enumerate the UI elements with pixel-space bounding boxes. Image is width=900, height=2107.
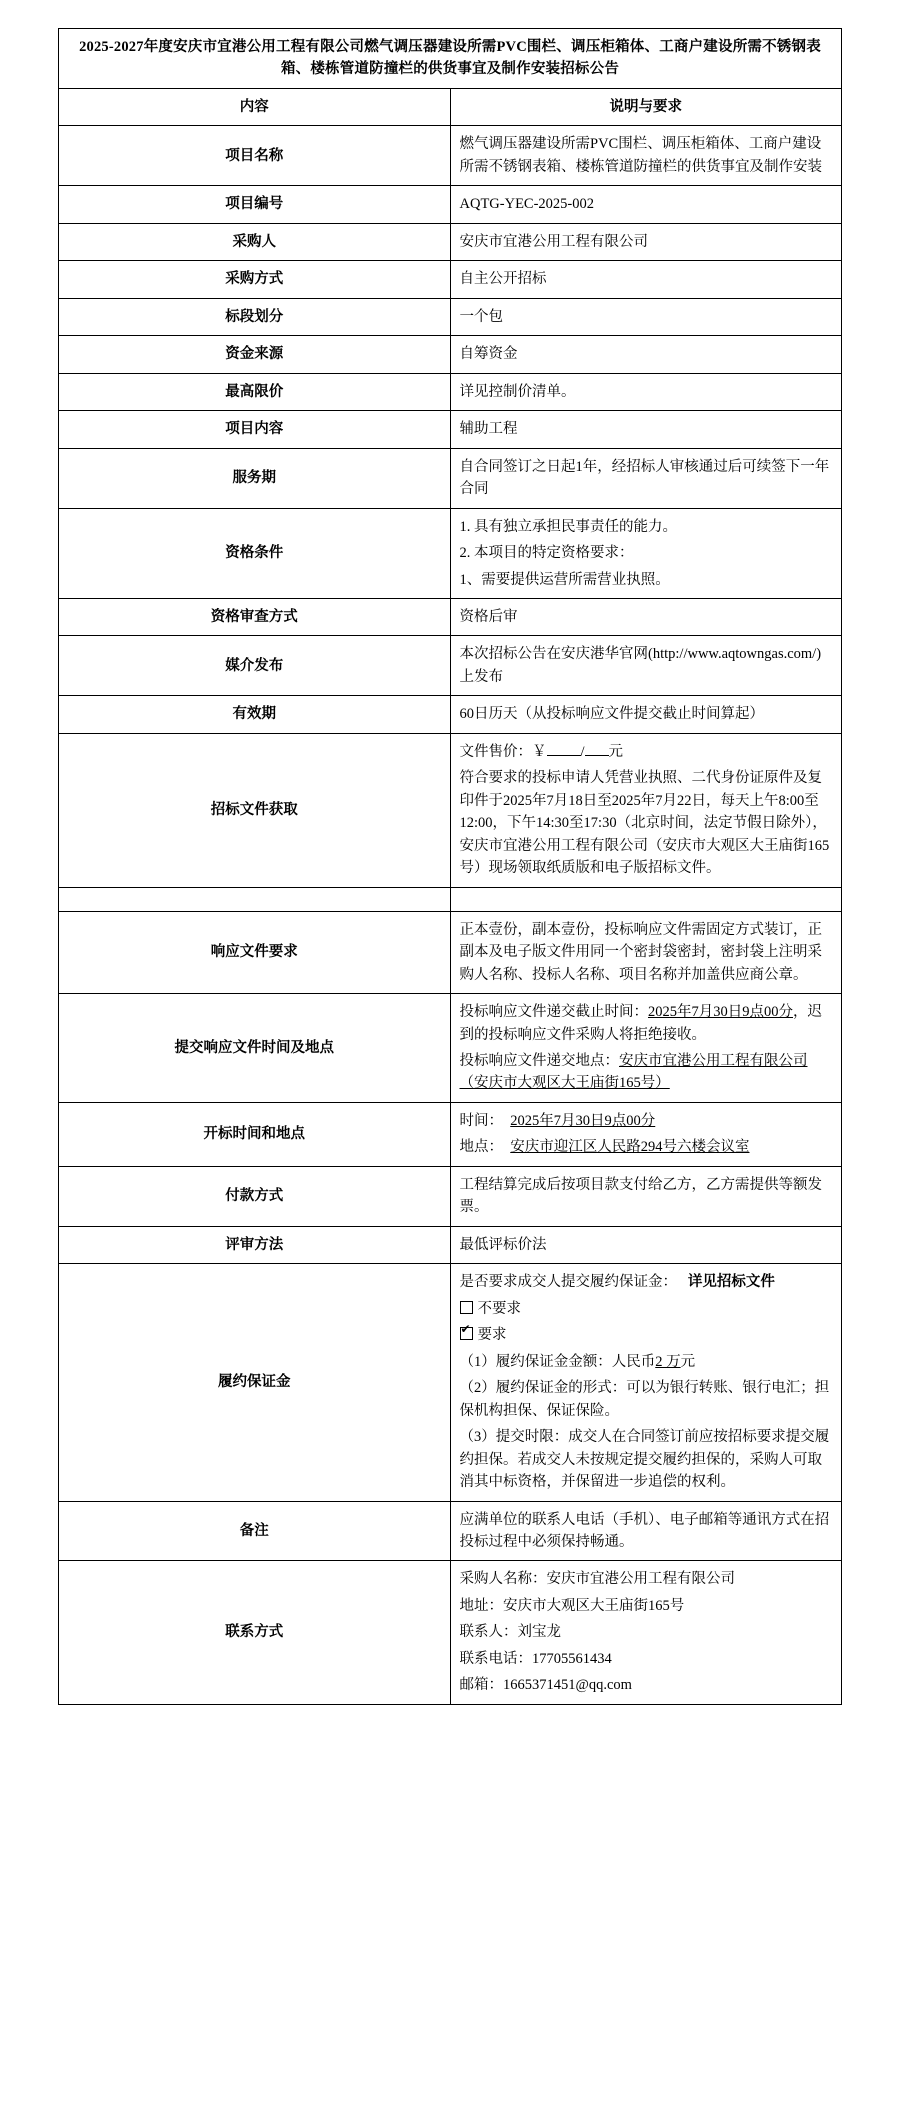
contact-person: 联系人：刘宝龙: [459, 1624, 561, 1641]
guarantee-amount-suffix: 元: [680, 1353, 696, 1370]
row-label-project-content: 项目内容: [59, 411, 451, 448]
guarantee-question-text: 是否要求成交人提交履约保证金：: [459, 1274, 677, 1291]
document-price-suffix: 元: [608, 743, 624, 760]
row-label-bid-opening: 开标时间和地点: [59, 1102, 451, 1166]
submission-place-prefix: 投标响应文件递交地点：: [459, 1053, 619, 1069]
table-row: [59, 298, 842, 335]
row-value-qualification: [450, 508, 842, 598]
table-row: [59, 1102, 842, 1166]
row-value-purchase-method: 自主公开招标: [450, 261, 842, 298]
row-label-project-name: 项目名称: [59, 126, 451, 186]
row-label-media-release: 媒介发布: [59, 636, 451, 696]
row-value-project-name: 燃气调压器建设所需PVC围栏、调压柜箱体、工商户建设所需不锈钢表箱、楼栋管道防撞栏的供货事宜及制作安装: [450, 126, 842, 186]
submission-deadline-suffix: ，迟到的投标响应文件采购人将拒绝接收。: [459, 1004, 822, 1043]
table-row: [59, 994, 842, 1103]
row-label-purchaser: 采购人: [59, 223, 451, 260]
bid-opening-place-line: [460, 1136, 833, 1158]
bid-opening-place-prefix: 地点：: [459, 1139, 503, 1156]
table-row: [59, 186, 842, 223]
submission-deadline-line: [460, 1001, 833, 1046]
price-blank-2: [585, 755, 609, 756]
row-value-purchaser: 安庆市宜港公用工程有限公司: [450, 223, 842, 260]
guarantee-amount-value: 2 万: [655, 1353, 681, 1370]
contact-phone: 联系电话：17705561434: [459, 1650, 612, 1667]
guarantee-option-no[interactable]: [460, 1298, 833, 1320]
row-label-max-price: 最高限价: [59, 373, 451, 410]
table-row: [59, 411, 842, 448]
row-label-submission: 提交响应文件时间及地点: [59, 994, 451, 1103]
row-label-document-purchase: 招标文件获取: [59, 733, 451, 887]
table-row: [59, 1166, 842, 1226]
title-row: [59, 29, 842, 89]
spacer-cell-left: [59, 887, 451, 911]
row-label-purchase-method: 采购方式: [59, 261, 451, 298]
guarantee-question-line: [460, 1271, 833, 1293]
bid-opening-time-prefix: 时间：: [459, 1112, 503, 1129]
table-row: [59, 911, 842, 993]
header-col-content: 内容: [59, 88, 451, 125]
table-row: [59, 1501, 842, 1561]
table-row: [59, 696, 842, 733]
table-row: [59, 126, 842, 186]
row-label-qualification-review: 资格审查方式: [59, 598, 451, 635]
submission-place-value: 安庆市宜港公用工程有限公司（安庆市大观区大王庙街165号）: [459, 1053, 808, 1092]
document-price-line: 文件售价：￥ / 元: [459, 743, 624, 760]
table-row: [59, 598, 842, 635]
row-value-document-purchase: [450, 733, 842, 887]
row-label-remark: 备注: [59, 1501, 451, 1561]
guarantee-option-yes-label: 要求: [477, 1327, 507, 1344]
contact-address: 地址：安庆市大观区大王庙街165号: [459, 1597, 685, 1614]
row-label-review-method: 评审方法: [59, 1226, 451, 1263]
row-label-payment: 付款方式: [59, 1166, 451, 1226]
table-row: [59, 508, 842, 598]
guarantee-question-answer: 详见招标文件: [687, 1274, 775, 1291]
row-value-remark: 应满单位的联系人电话（手机）、电子邮箱等通讯方式在招投标过程中必须保持畅通。: [450, 1501, 842, 1561]
page-title: 2025-2027年度安庆市宜港公用工程有限公司燃气调压器建设所需PVC围栏、调压柜箱体、工商户建设所需不锈钢表箱、楼栋管道防撞栏的供货事宜及制作安装招标公告: [59, 29, 842, 89]
row-label-fund-source: 资金来源: [59, 336, 451, 373]
bid-opening-time-line: [460, 1110, 833, 1132]
document-price-prefix: 文件售价：￥: [459, 743, 547, 760]
table-row: [59, 1264, 842, 1501]
row-value-fund-source: 自筹资金: [450, 336, 842, 373]
table-row: [59, 733, 842, 887]
submission-place-line: [460, 1050, 833, 1095]
row-label-contact: 联系方式: [59, 1561, 451, 1704]
guarantee-item-3: （3）提交时限：成交人在合同签订前应按招标要求提交履约担保。若成交人未按规定提交履约担保的，采购人可取消其中标资格，并保留进一步追偿的权利。: [459, 1429, 830, 1491]
row-value-performance-guarantee: [450, 1264, 842, 1501]
row-label-project-number: 项目编号: [59, 186, 451, 223]
guarantee-option-yes[interactable]: [460, 1324, 833, 1346]
row-label-service-period: 服务期: [59, 448, 451, 508]
row-value-service-period: 自合同签订之日起1年，经招标人审核通过后可续签下一年合同: [450, 448, 842, 508]
bid-opening-place-value: 安庆市迎江区人民路294号六楼会议室: [510, 1139, 750, 1156]
announcement-table: [58, 28, 842, 1705]
guarantee-amount-prefix: （1）履约保证金金额：人民币: [459, 1353, 656, 1370]
spacer-row: [59, 887, 842, 911]
row-value-validity: 60日历天（从投标响应文件提交截止时间算起）: [450, 696, 842, 733]
header-col-description: 说明与要求: [450, 88, 842, 125]
header-row: [59, 88, 842, 125]
checkbox-unchecked-icon[interactable]: [460, 1301, 473, 1314]
price-blank-1: [547, 755, 581, 756]
row-value-submission: [450, 994, 842, 1103]
table-row: [59, 223, 842, 260]
row-label-response-requirement: 响应文件要求: [59, 911, 451, 993]
guarantee-option-no-label: 不要求: [477, 1300, 521, 1317]
row-label-lot-division: 标段划分: [59, 298, 451, 335]
row-value-project-number: AQTG-YEC-2025-002: [450, 186, 842, 223]
row-value-lot-division: 一个包: [450, 298, 842, 335]
row-label-qualification: 资格条件: [59, 508, 451, 598]
row-value-response-requirement: 正本壹份，副本壹份，投标响应文件需固定方式装订，正副本及电子版文件用同一个密封袋密封，密封袋上注明采购人名称、投标人名称、项目名称并加盖供应商公章。: [450, 911, 842, 993]
spacer-cell-right: [450, 887, 842, 911]
row-value-review-method: 最低评标价法: [450, 1226, 842, 1263]
row-value-payment: 工程结算完成后按项目款支付给乙方，乙方需提供等额发票。: [450, 1166, 842, 1226]
contact-email: 邮箱：1665371451@qq.com: [459, 1677, 632, 1694]
table-row: [59, 336, 842, 373]
submission-deadline-prefix: 投标响应文件递交截止时间：: [459, 1004, 648, 1021]
contact-purchaser-name: 采购人名称：安庆市宜港公用工程有限公司: [459, 1571, 735, 1588]
row-value-max-price: 详见控制价清单。: [450, 373, 842, 410]
row-value-qualification-review: 资格后审: [450, 598, 842, 635]
row-label-performance-guarantee: 履约保证金: [59, 1264, 451, 1501]
table-row: [59, 1561, 842, 1704]
table-row: [59, 636, 842, 696]
guarantee-item-1: [460, 1351, 833, 1373]
table-row: [59, 1226, 842, 1263]
row-value-bid-opening: [450, 1102, 842, 1166]
bid-opening-time-value: 2025年7月30日9点00分: [510, 1112, 656, 1129]
qualification-line-2: 2. 本项目的特定资格要求：: [459, 545, 634, 562]
qualification-line-3: 1、需要提供运营所需营业执照。: [459, 571, 670, 588]
guarantee-item-2: （2）履约保证金的形式：可以为银行转账、银行电汇；担保机构担保、保证保险。: [459, 1380, 830, 1419]
row-value-contact: [450, 1561, 842, 1704]
table-row: [59, 261, 842, 298]
row-label-validity: 有效期: [59, 696, 451, 733]
row-value-media-release: 本次招标公告在安庆港华官网(http://www.aqtowngas.com/)上发布: [450, 636, 842, 696]
submission-deadline-value: 2025年7月30日9点00分: [648, 1004, 793, 1021]
table-row: [59, 448, 842, 508]
table-row: [59, 373, 842, 410]
row-value-project-content: 辅助工程: [450, 411, 842, 448]
document-purchase-body: 符合要求的投标申请人凭营业执照、二代身份证原件及复印件于2025年7月18日至2025年7月22日，每天上午8:00至12:00，下午14:30至17:30（北京时间，法定节假日除外），安庆市宜港公用工程有限公司（安庆市大观区大王庙街165号）现场领取纸质版和电子版招标文件。: [459, 770, 830, 877]
qualification-line-1: 1. 具有独立承担民事责任的能力。: [459, 518, 677, 535]
checkbox-checked-icon[interactable]: [460, 1327, 473, 1340]
